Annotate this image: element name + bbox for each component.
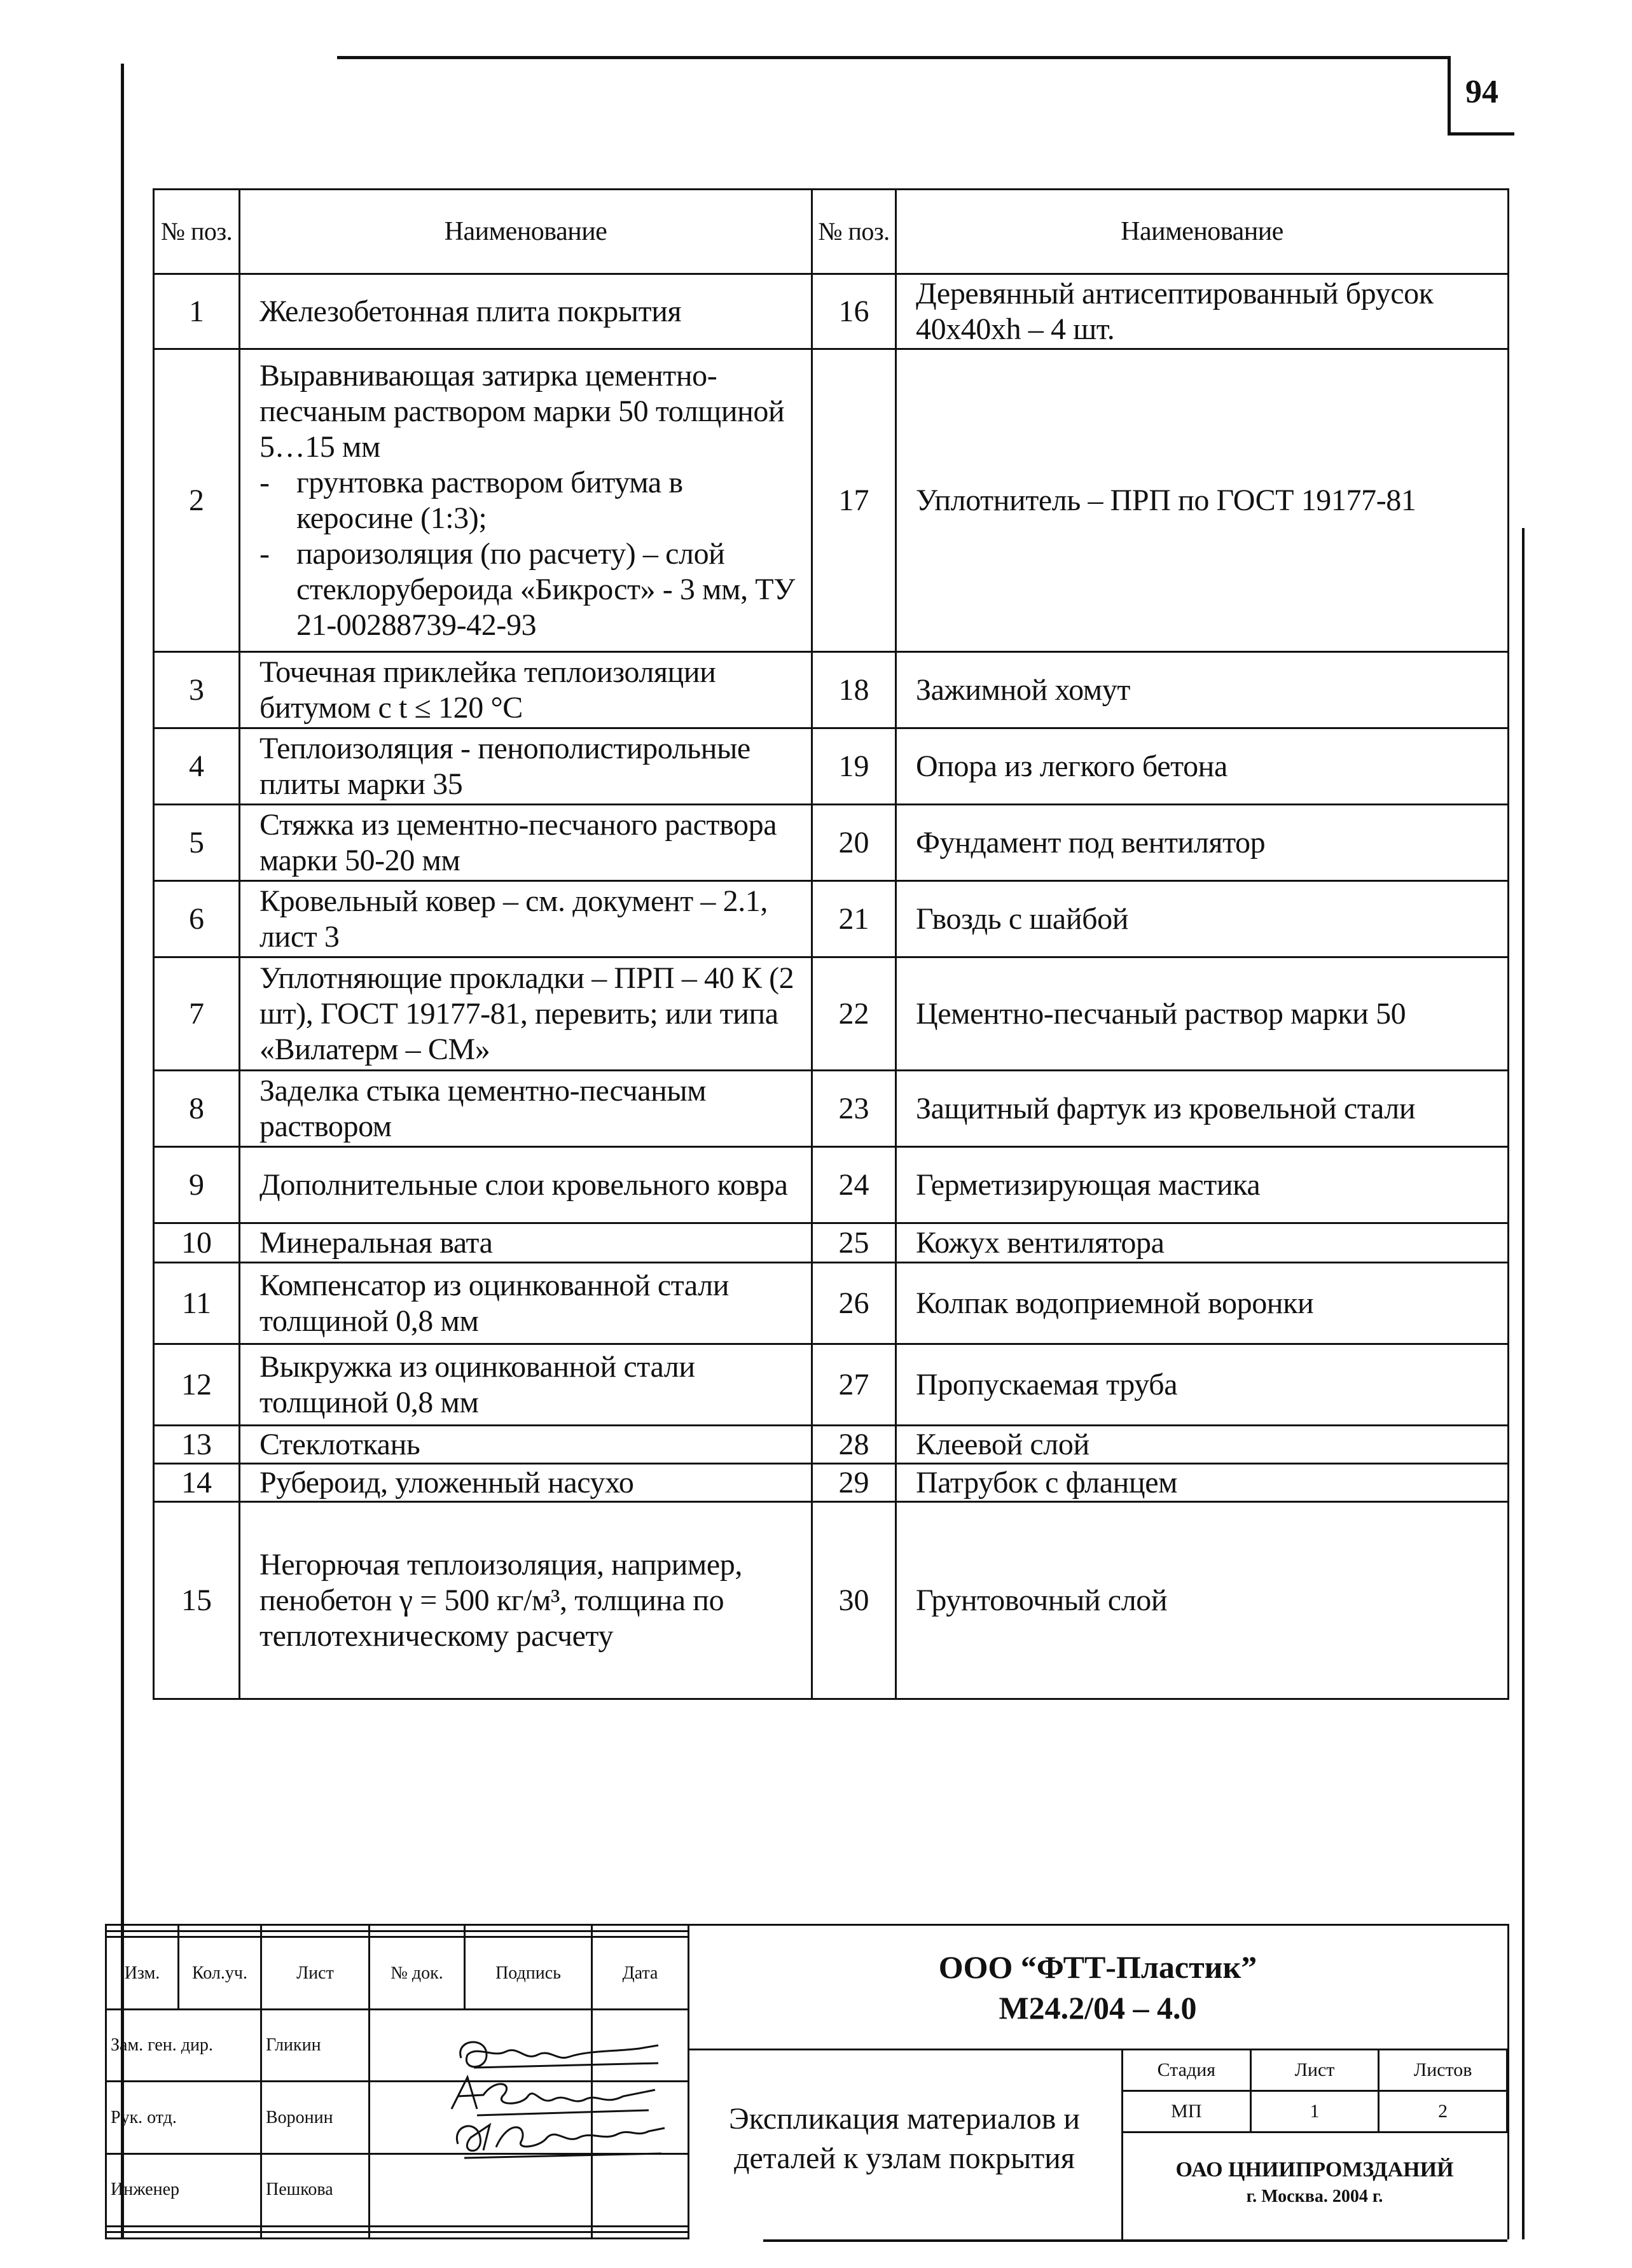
row-num: 14 (154, 1464, 240, 1502)
sheet-value: 1 (1250, 2091, 1379, 2132)
row-num: 17 (812, 349, 896, 652)
row-num: 2 (154, 349, 240, 652)
sheet-label: Лист (1250, 2050, 1379, 2091)
table-row (154, 652, 1509, 728)
col-header-signature: Подпись (465, 1937, 592, 2010)
row-num: 11 (154, 1263, 240, 1344)
institute-block (1121, 2157, 1508, 2210)
row-subitems (259, 465, 802, 643)
row-subitem: - грунтовка раствором битума в керосине (1:3); (259, 465, 802, 536)
row-num: 6 (154, 881, 240, 957)
col-header-kol-uch: Кол.уч. (179, 1937, 261, 2010)
row-num: 19 (812, 728, 896, 805)
table-row (154, 349, 1509, 652)
row-name: Защитный фартук из кровельной стали (896, 1071, 1509, 1147)
row-name: Грунтовочный слой (896, 1502, 1509, 1699)
city-year: г. Москва. 2004 г. (1246, 2187, 1383, 2206)
col-header-date: Дата (592, 1937, 689, 2010)
row-name: Цементно-песчаный раствор марки 50 (896, 957, 1509, 1071)
row-num: 23 (812, 1071, 896, 1147)
row-name: Теплоизоляция - пенополистирольные плиты марки 35 (240, 728, 812, 805)
row-name: Рубероид, уложенный насухо (240, 1464, 812, 1502)
header-name-left: Наименование (240, 190, 812, 274)
row-name: Зажимной хомут (896, 652, 1509, 728)
row-num: 18 (812, 652, 896, 728)
organization-title (688, 1947, 1508, 2028)
role-engineer: Инженер (106, 2153, 261, 2226)
bottom-border (763, 2239, 1507, 2242)
row-num: 25 (812, 1223, 896, 1263)
row-name: Выкружка из оцинкованной стали толщиной 0,8 мм (240, 1344, 812, 1426)
row-subitem: - пароизоляция (по расчету) – слой стеклорубероида «Бикрост» - 3 мм, ТУ 21-00288739-42-93 (259, 536, 802, 643)
row-name: Клеевой слой (896, 1426, 1509, 1464)
row-num: 1 (154, 274, 240, 349)
row-num: 29 (812, 1464, 896, 1502)
row-num: 21 (812, 881, 896, 957)
table-row (154, 1502, 1509, 1699)
stage-table (1121, 2049, 1508, 2133)
table-row (154, 1147, 1509, 1223)
table-row (154, 881, 1509, 957)
row-num: 22 (812, 957, 896, 1071)
top-border (337, 56, 1450, 59)
document-code: М24.2/04 – 4.0 (999, 1990, 1197, 2026)
sheets-value: 2 (1379, 2091, 1507, 2132)
row-num: 30 (812, 1502, 896, 1699)
row-num: 12 (154, 1344, 240, 1426)
row-name: Колпак водоприемной воронки (896, 1263, 1509, 1344)
row-num: 13 (154, 1426, 240, 1464)
row-name: Заделка стыка цементно-песчаным раствором (240, 1071, 812, 1147)
row-name: Опора из легкого бетона (896, 728, 1509, 805)
header-num-left: № поз. (154, 190, 240, 274)
row-num: 4 (154, 728, 240, 805)
table-header-row (154, 190, 1509, 274)
row-num: 10 (154, 1223, 240, 1263)
document-title: Экспликация материалов и деталей к узлам покрытия (729, 2102, 1080, 2175)
row-num: 20 (812, 805, 896, 881)
row-name: Патрубок с фланцем (896, 1464, 1509, 1502)
row-num: 24 (812, 1147, 896, 1223)
header-name-right: Наименование (896, 190, 1509, 274)
table-row (154, 805, 1509, 881)
row-num: 28 (812, 1426, 896, 1464)
col-header-list: Лист (261, 1937, 370, 2010)
row-name: Деревянный антисептированный брусок 40х40хh – 4 шт. (896, 274, 1509, 349)
row-num: 7 (154, 957, 240, 1071)
row-name: Железобетонная плита покрытия (240, 274, 812, 349)
table-row (154, 1426, 1509, 1464)
table-row (154, 728, 1509, 805)
table-row (154, 1464, 1509, 1502)
row-name: Стеклоткань (240, 1426, 812, 1464)
signature-peshkova (445, 2112, 674, 2163)
row-name: Точечная приклейка теплоизоляции битумом с t ≤ 120 °С (240, 652, 812, 728)
table-row (154, 1263, 1509, 1344)
row-name: Герметизирующая мастика (896, 1147, 1509, 1223)
row-num: 3 (154, 652, 240, 728)
row-num: 16 (812, 274, 896, 349)
table-row (154, 957, 1509, 1071)
row-name: Негорючая теплоизоляция, например, пенобетон γ = 500 кг/м³, толщина по теплотехническому расчету (240, 1502, 812, 1699)
role-head-of-department: Рук. отд. (106, 2082, 261, 2154)
page-number: 94 (1465, 74, 1498, 110)
header-num-right: № поз. (812, 190, 896, 274)
row-name: Уплотняющие прокладки – ПРП – 40 К (2 шт), ГОСТ 19177-81, перевить; или типа «Вилатерм – СМ» (240, 957, 812, 1071)
row-name: Компенсатор из оцинкованной стали толщиной 0,8 мм (240, 1263, 812, 1344)
row-num: 27 (812, 1344, 896, 1426)
row-num: 26 (812, 1263, 896, 1344)
organization-name: ООО “ФТТ-Пластик” (938, 1949, 1257, 1985)
row-name-main: Выравнивающая затирка цементно-песчаным раствором марки 50 толщиной 5…15 мм (259, 358, 785, 464)
row-num: 15 (154, 1502, 240, 1699)
col-header-izm: Изм. (106, 1937, 179, 2010)
title-block-top-line (688, 1924, 1508, 1926)
role-deputy-director: Зам. ген. дир. (106, 2009, 261, 2082)
name-deputy-director: Гликин (261, 2009, 370, 2082)
left-border (121, 64, 124, 2239)
row-name: Кожух вентилятора (896, 1223, 1509, 1263)
row-name: Уплотнитель – ПРП по ГОСТ 19177-81 (896, 349, 1509, 652)
row-name: Кровельный ковер – см. документ – 2.1, лист 3 (240, 881, 812, 957)
row-name: Стяжка из цементно-песчаного раствора марки 50-20 мм (240, 805, 812, 881)
row-name: Фундамент под вентилятор (896, 805, 1509, 881)
name-head-of-department: Воронин (261, 2082, 370, 2154)
row-name: Минеральная вата (240, 1223, 812, 1263)
table-row (154, 274, 1509, 349)
stage-value: МП (1123, 2091, 1251, 2132)
stage-label: Стадия (1123, 2050, 1251, 2091)
row-num: 9 (154, 1147, 240, 1223)
row-name: Пропускаемая труба (896, 1344, 1509, 1426)
table-row (154, 1344, 1509, 1426)
row-name: Дополнительные слои кровельного ковра (240, 1147, 812, 1223)
table-row (154, 1071, 1509, 1147)
sheets-label: Листов (1379, 2050, 1507, 2091)
row-num: 8 (154, 1071, 240, 1147)
row-num: 5 (154, 805, 240, 881)
row-name: Гвоздь с шайбой (896, 881, 1509, 957)
institute-name: ОАО ЦНИИПРОМЗДАНИЙ (1175, 2158, 1454, 2181)
table-row (154, 1223, 1509, 1263)
row-name (240, 349, 812, 652)
right-border (1522, 528, 1525, 2239)
col-header-doc-no: № док. (370, 1937, 465, 2010)
name-engineer: Пешкова (261, 2153, 370, 2226)
materials-table (153, 188, 1509, 1700)
